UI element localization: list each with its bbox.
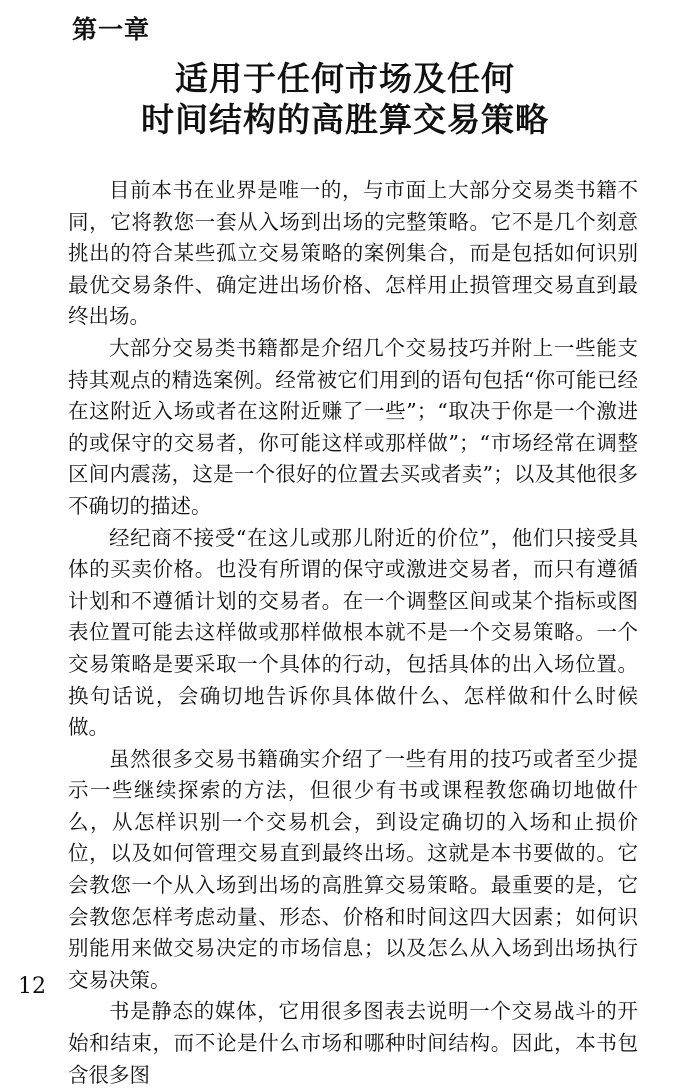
- page-number: 12: [18, 974, 46, 999]
- paragraph-3: 经纪商不接受“在这儿或那儿附近的价位”，他们只接受具体的买卖价格。也没有所谓的保守或激进交易者，而只有遵循计划和不遵循计划的交易者。在一个调整区间或某个指标或图表位置可能去这样做或那样做根本就不是一个交易策略。一个交易策略是要采取一个具体的行动，包括具体的出入场位置。换句话说，会确切地告诉你具体做什么、怎样做和什么时候做。: [68, 525, 638, 740]
- paragraph-4: 虽然很多交易书籍确实介绍了一些有用的技巧或者至少提示一些继续探索的方法，但很少有书或课程教您确切地做什么，从怎样识别一个交易机会，到设定确切的入场和止损价位，以及如何管理交易直到最终出场。这就是本书要做的。它会教您一个从入场到出场的高胜算交易策略。最重要的是，它会教您怎样考虑动量、形态、价格和时间这四大因素；如何识别能用来做交易决定的市场信息；以及怎么从入场到出场执行交易决策。: [68, 746, 638, 992]
- body-text: [68, 175, 638, 1091]
- chapter-title: [60, 58, 630, 140]
- chapter-label: 第一章: [72, 15, 151, 44]
- chapter-title-line-1: 适用于任何市场及任何: [175, 59, 515, 98]
- paragraph-1: 目前本书在业界是唯一的，与市面上大部分交易类书籍不同，它将教您一套从入场到出场的完整策略。它不是几个刻意挑出的符合某些孤立交易策略的案例集合，而是包括如何识别最优交易条件、确定进出场价格、怎样用止损管理交易直到最终出场。: [68, 178, 638, 329]
- chapter-title-line-2: 时间结构的高胜算交易策略: [141, 100, 549, 139]
- paragraph-5: 书是静态的媒体，它用很多图表去说明一个交易战斗的开始和结束，而不论是什么市场和哪种时间结构。因此，本书包含很多图: [68, 999, 638, 1087]
- paragraph-2: 大部分交易类书籍都是介绍几个交易技巧并附上一些能支持其观点的精选案例。经常被它们用到的语句包括“你可能已经在这附近入场或者在这附近赚了一些”；“取决于你是一个激进的或保守的交易者，你可能这样或那样做”；“市场经常在调整区间内震荡，这是一个很好的位置去买或者卖”；以及其他很多不确切的描述。: [68, 335, 638, 518]
